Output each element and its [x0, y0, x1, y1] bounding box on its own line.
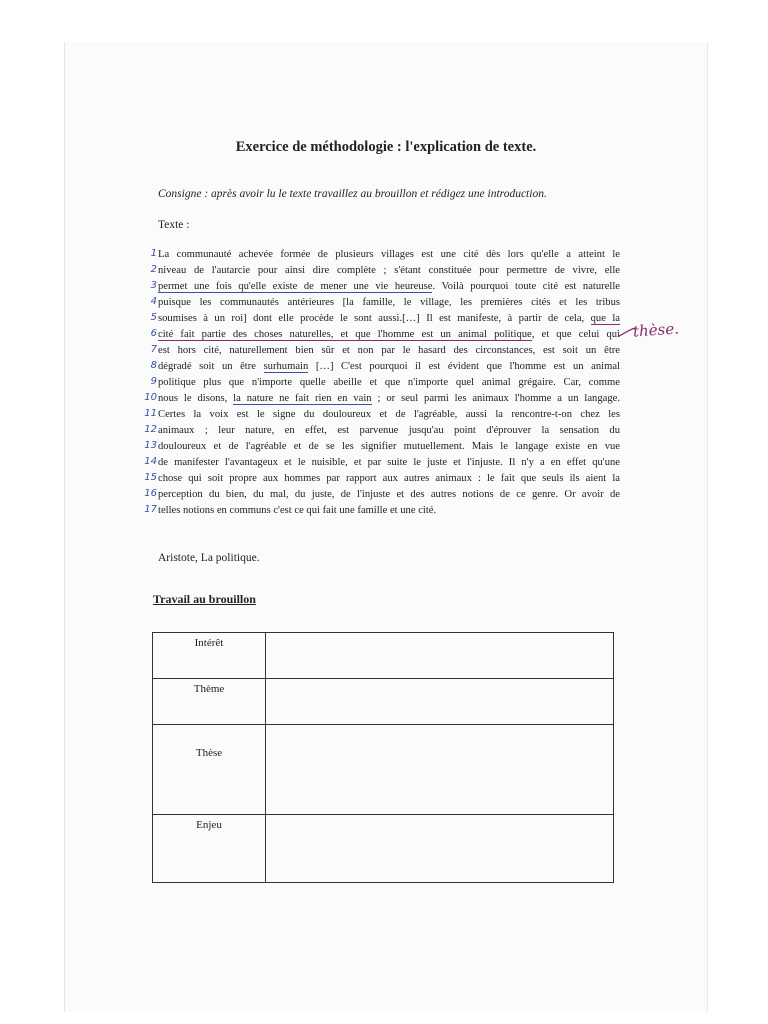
answer-cell[interactable] [266, 679, 614, 725]
line-number: 15 [144, 472, 157, 483]
underlined-passage: la nature ne fait rien en vain [233, 393, 372, 404]
line-number: 1 [150, 248, 157, 259]
table-row [153, 633, 614, 679]
line-number: 4 [150, 296, 157, 307]
text-line: est hors cité, naturellement bien sûr et non par le hasard des circonstances, est soit un être [158, 345, 620, 356]
answer-cell[interactable] [266, 815, 614, 883]
line-number: 11 [144, 408, 157, 419]
answer-cell[interactable] [266, 633, 614, 679]
text-line: politique plus que n'importe quelle abeille et que n'importe quel animal grégaire. Car, comme [158, 377, 620, 388]
line-number: 16 [144, 488, 157, 499]
margin-annotation: thèse. [632, 319, 680, 341]
row-label-interet: Intérêt [153, 633, 266, 679]
text-line: permet une fois qu'elle existe de mener une vie heureuse. Voilà pourquoi toute cité est naturelle [158, 281, 620, 292]
line-number: 7 [150, 344, 157, 355]
draft-table [152, 632, 614, 883]
underlined-passage: que la [590, 313, 620, 324]
line-number: 17 [144, 504, 157, 515]
text-label: Texte : [158, 219, 190, 231]
text-line: niveau de l'autarcie pour ainsi dire complète ; s'étant constituée pour permettre de vivre, elle [158, 265, 620, 276]
line-number: 5 [150, 312, 157, 323]
text-line: chose qui soit propre aux hommes par rapport aux autres animaux : le fait que seuls ils aient la [158, 473, 620, 484]
text-line: puisque les communautés antérieures [la famille, le village, les premières cités et les tribus [158, 297, 620, 308]
section-title: Travail au brouillon [153, 592, 256, 606]
page-title: Exercice de méthodologie : l'explication de texte. [235, 139, 537, 155]
table-row [153, 679, 614, 725]
instruction-text: Consigne : après avoir lu le texte travaillez au brouillon et rédigez une introduction. [158, 188, 547, 200]
text-line: douloureux et de l'agréable et de se les signifier mutuellement. Mais le langage existe en vue [158, 441, 620, 452]
line-number: 6 [150, 328, 157, 339]
row-label-these: Thèse [153, 725, 266, 815]
text-line: soumises à un roi] dont elle procède le sont aussi.[…] Il est manifeste, à partir de cela, que la [158, 313, 620, 324]
underlined-passage: permet une fois qu'elle existe de mener une vie heureuse [158, 281, 433, 292]
underlined-passage: surhumain [263, 361, 309, 372]
text-line: Certes la voix est le signe du douloureux et de l'agréable, aussi la rencontre-t-on chez les [158, 409, 620, 420]
row-label-theme: Thème [153, 679, 266, 725]
text-line: cité fait partie des choses naturelles, et que l'homme est un animal politique, et que celui qui [158, 329, 620, 340]
text-line: animaux ; leur nature, en effet, est parvenue jusqu'au point d'éprouver la sensation du [158, 425, 620, 436]
line-number: 9 [150, 376, 157, 387]
line-number: 3 [150, 280, 157, 291]
line-number: 2 [150, 264, 157, 275]
text-line: telles notions en communs c'est ce qui fait une famille et une cité. [158, 505, 437, 516]
line-number: 10 [144, 392, 157, 403]
row-label-enjeu: Enjeu [153, 815, 266, 883]
line-number: 14 [144, 456, 157, 467]
author-citation: Aristote, La politique. [158, 552, 260, 564]
table-row [153, 725, 614, 815]
text-line: dégradé soit un être surhumain […] C'est pourquoi il est évident que l'homme est un animal [158, 361, 620, 372]
answer-cell[interactable] [266, 725, 614, 815]
text-line: La communauté achevée formée de plusieurs villages est une cité dès lors qu'elle a atteint le [158, 249, 620, 260]
text-line: nous le disons, la nature ne fait rien en vain ; or seul parmi les animaux l'homme a un langage. [158, 393, 620, 404]
line-number: 12 [144, 424, 157, 435]
line-number: 13 [144, 440, 157, 451]
text-line: de manifester l'avantageux et le nuisible, et par suite le juste et l'injuste. Il n'y a en effet qu'une [158, 457, 620, 468]
line-number: 8 [150, 360, 157, 371]
table-row [153, 815, 614, 883]
underlined-passage: cité fait partie des choses naturelles, et que l'homme est un animal politique [158, 329, 532, 340]
text-line: perception du bien, du mal, du juste, de l'injuste et des autres notions de ce genre. Or avoir de [158, 489, 620, 500]
document-page [64, 42, 708, 1012]
